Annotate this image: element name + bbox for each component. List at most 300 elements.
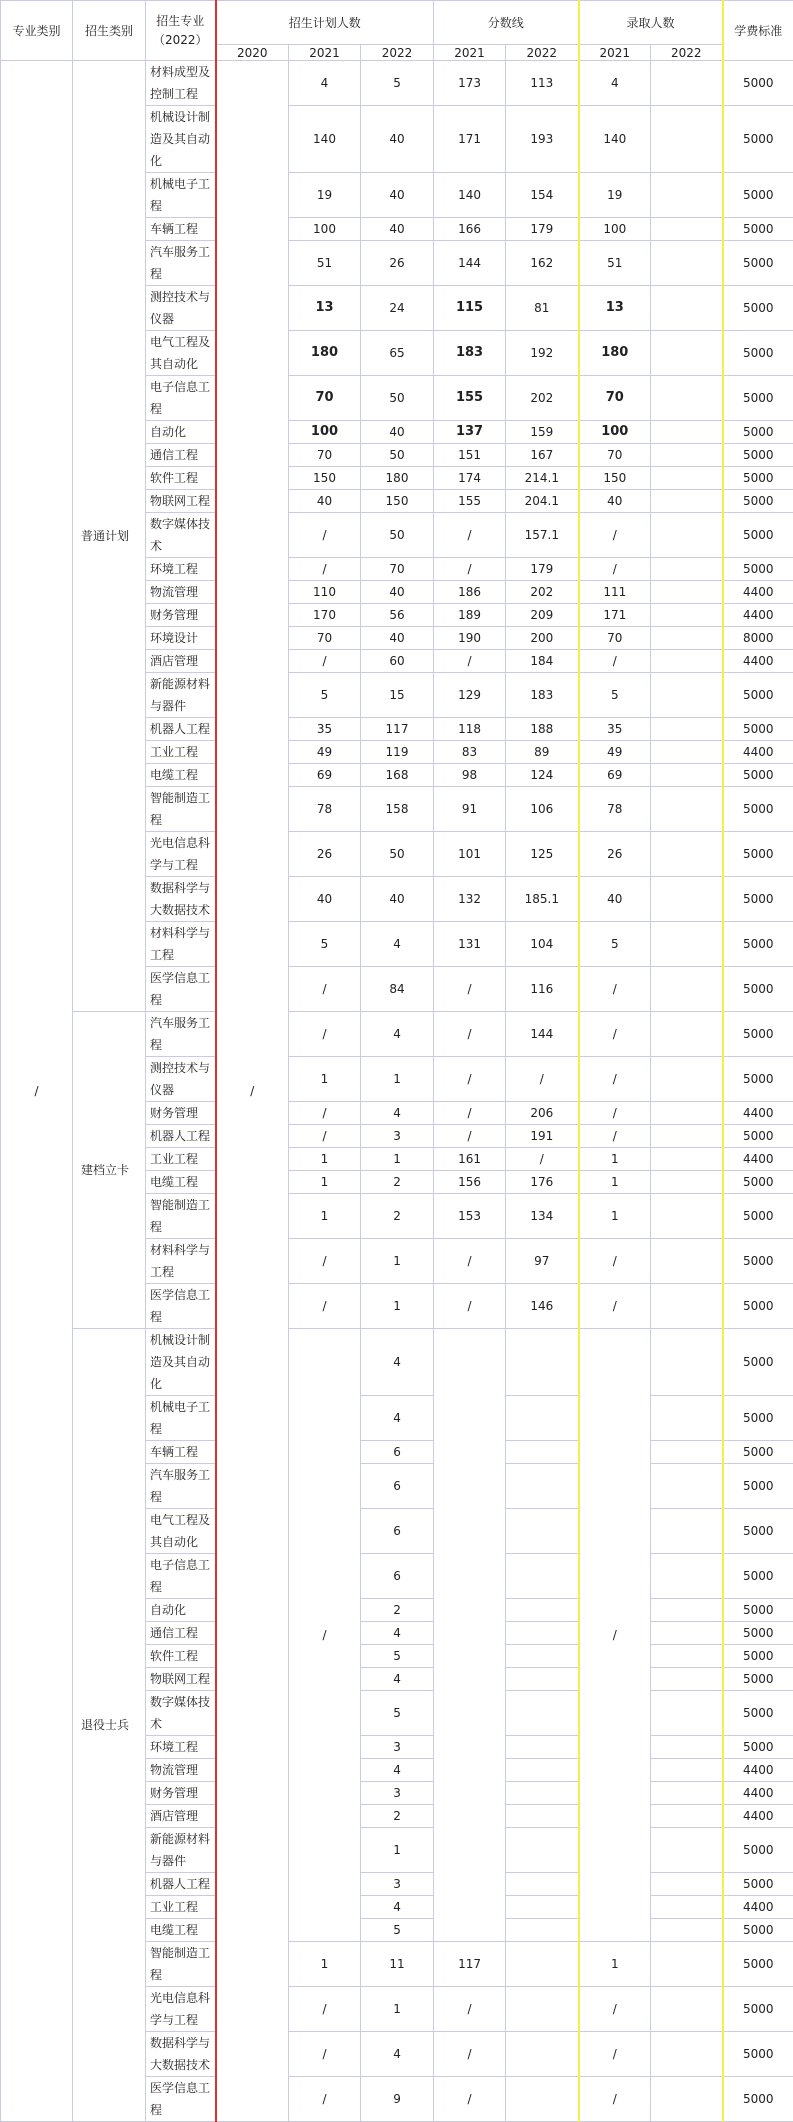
plan-2021-cell: 13 — [289, 286, 361, 331]
score-2021-cell: 117 — [434, 1942, 506, 1987]
fee-cell: 4400 — [723, 604, 793, 627]
plan-2022-cell: 60 — [361, 650, 434, 673]
admit-2022-cell — [651, 1987, 723, 2032]
admit-2021-cell: / — [579, 1987, 651, 2032]
fee-cell: 5000 — [723, 718, 793, 741]
score-2021-cell: 131 — [434, 922, 506, 967]
plan-2022-cell: 2 — [361, 1805, 434, 1828]
admit-2022-cell — [651, 1919, 723, 1942]
admit-2021-cell: / — [579, 650, 651, 673]
admit-2021-cell: / — [579, 2077, 651, 2122]
admit-2021-cell: / — [579, 1239, 651, 1284]
admit-2022-cell — [651, 787, 723, 832]
score-2021-cell: 183 — [434, 331, 506, 376]
fee-cell: 5000 — [723, 1509, 793, 1554]
score-2022-cell: 200 — [506, 627, 579, 650]
admit-2021-cell: 40 — [579, 877, 651, 922]
header-plan-2020: 2020 — [216, 45, 289, 61]
admit-2022-cell — [651, 1148, 723, 1171]
score-2021-cell: / — [434, 2077, 506, 2122]
admit-2021-cell: 150 — [579, 467, 651, 490]
fee-cell: 5000 — [723, 376, 793, 421]
major-cell: 环境设计 — [146, 627, 216, 650]
admit-2022-cell — [651, 1171, 723, 1194]
score-2021-cell: 101 — [434, 832, 506, 877]
major-cell: 医学信息工程 — [146, 967, 216, 1012]
admit-2022-cell — [651, 1805, 723, 1828]
fee-cell: 5000 — [723, 444, 793, 467]
admit-2022-cell — [651, 241, 723, 286]
major-cell: 新能源材料与器件 — [146, 673, 216, 718]
plan-2021-cell: / — [289, 2032, 361, 2077]
major-cell: 物流管理 — [146, 1759, 216, 1782]
admit-2021-cell: / — [579, 513, 651, 558]
admit-2022-cell — [651, 421, 723, 444]
fee-cell: 5000 — [723, 967, 793, 1012]
fee-cell: 5000 — [723, 1691, 793, 1736]
plan-2021-cell: / — [289, 1239, 361, 1284]
admit-2022-cell — [651, 1828, 723, 1873]
score-2022-cell — [506, 1441, 579, 1464]
fee-cell: 4400 — [723, 581, 793, 604]
plan-2022-cell: 158 — [361, 787, 434, 832]
admit-2022-cell — [651, 718, 723, 741]
score-2021-cell: 155 — [434, 490, 506, 513]
admit-2022-cell — [651, 1194, 723, 1239]
fee-cell: 4400 — [723, 1782, 793, 1805]
score-2022-cell: 176 — [506, 1171, 579, 1194]
fee-cell: 5000 — [723, 1396, 793, 1441]
score-2021-cell: / — [434, 558, 506, 581]
plan-2021-merged-cell: / — [289, 1329, 361, 1942]
plan-2022-cell: 65 — [361, 331, 434, 376]
major-cell: 医学信息工程 — [146, 2077, 216, 2122]
admit-2022-cell — [651, 1622, 723, 1645]
score-2021-cell: 166 — [434, 218, 506, 241]
plan-2021-cell: 70 — [289, 444, 361, 467]
score-2022-cell — [506, 1645, 579, 1668]
plan-2021-cell: 110 — [289, 581, 361, 604]
admit-2022-cell — [651, 444, 723, 467]
score-2022-cell: 179 — [506, 558, 579, 581]
plan-2022-cell: 3 — [361, 1125, 434, 1148]
admit-2022-cell — [651, 173, 723, 218]
plan-2022-cell: 50 — [361, 832, 434, 877]
major-cell: 自动化 — [146, 1599, 216, 1622]
admit-2022-cell — [651, 1464, 723, 1509]
major-cell: 数据科学与大数据技术 — [146, 2032, 216, 2077]
admit-2021-cell: 180 — [579, 331, 651, 376]
major-cell: 医学信息工程 — [146, 1284, 216, 1329]
major-cell: 机器人工程 — [146, 1873, 216, 1896]
score-2022-cell: 106 — [506, 787, 579, 832]
score-2021-cell: / — [434, 513, 506, 558]
major-cell: 机械设计制造及其自动化 — [146, 106, 216, 173]
fee-cell: 5000 — [723, 1668, 793, 1691]
fee-cell: 5000 — [723, 106, 793, 173]
plan-2021-cell: 150 — [289, 467, 361, 490]
admit-2022-cell — [651, 2077, 723, 2122]
fee-cell: 5000 — [723, 1599, 793, 1622]
plan-2021-cell: 5 — [289, 922, 361, 967]
admit-2022-cell — [651, 673, 723, 718]
score-2022-cell — [506, 1396, 579, 1441]
plan-2021-cell: 4 — [289, 61, 361, 106]
score-2021-cell: 186 — [434, 581, 506, 604]
plan-2022-cell: 168 — [361, 764, 434, 787]
fee-cell: 5000 — [723, 513, 793, 558]
admit-2022-cell — [651, 1691, 723, 1736]
plan-2022-cell: 4 — [361, 1759, 434, 1782]
plan-2021-cell: 100 — [289, 421, 361, 444]
score-2022-cell — [506, 1873, 579, 1896]
major-cell: 通信工程 — [146, 1622, 216, 1645]
score-2021-cell: / — [434, 967, 506, 1012]
major-cell: 机械电子工程 — [146, 1396, 216, 1441]
fee-cell: 5000 — [723, 787, 793, 832]
major-cell: 机械设计制造及其自动化 — [146, 1329, 216, 1396]
major-cell: 电子信息工程 — [146, 376, 216, 421]
header-plan-2022: 2022 — [361, 45, 434, 61]
major-cell: 测控技术与仪器 — [146, 286, 216, 331]
fee-cell: 5000 — [723, 1919, 793, 1942]
plan-2021-cell: 1 — [289, 1148, 361, 1171]
major-cell: 电缆工程 — [146, 764, 216, 787]
score-2022-cell: 146 — [506, 1284, 579, 1329]
plan-2022-cell: 1 — [361, 1148, 434, 1171]
plan-2022-cell: 26 — [361, 241, 434, 286]
admit-2022-cell — [651, 1759, 723, 1782]
score-2022-cell — [506, 1554, 579, 1599]
fee-cell: 5000 — [723, 61, 793, 106]
plan-2022-cell: 5 — [361, 1645, 434, 1668]
major-cell: 智能制造工程 — [146, 787, 216, 832]
admit-2021-cell: / — [579, 1102, 651, 1125]
plan-2022-cell: 5 — [361, 1691, 434, 1736]
score-2022-cell: 193 — [506, 106, 579, 173]
admit-2022-cell — [651, 764, 723, 787]
plan-2021-cell: 49 — [289, 741, 361, 764]
plan-2021-cell: 170 — [289, 604, 361, 627]
score-2022-cell — [506, 2077, 579, 2122]
score-2021-cell: / — [434, 1239, 506, 1284]
header-admit: 录取人数 — [579, 1, 723, 45]
admit-2022-cell — [651, 1102, 723, 1125]
fee-cell: 5000 — [723, 2077, 793, 2122]
plan-2022-cell: 4 — [361, 1396, 434, 1441]
score-2022-cell: 97 — [506, 1239, 579, 1284]
plan-2022-cell: 50 — [361, 444, 434, 467]
plan-2021-cell: / — [289, 2077, 361, 2122]
major-cell: 车辆工程 — [146, 1441, 216, 1464]
fee-cell: 4400 — [723, 1102, 793, 1125]
fee-cell: 5000 — [723, 490, 793, 513]
plan-2021-cell: / — [289, 1102, 361, 1125]
admit-2021-cell: 1 — [579, 1194, 651, 1239]
table-row — [1, 1012, 793, 1057]
plan-2021-cell: 180 — [289, 331, 361, 376]
major-cell: 物联网工程 — [146, 1668, 216, 1691]
admit-2021-cell: 69 — [579, 764, 651, 787]
score-2022-cell — [506, 1599, 579, 1622]
plan-2022-cell: 4 — [361, 922, 434, 967]
major-cell: 电气工程及其自动化 — [146, 1509, 216, 1554]
plan-2022-cell: 56 — [361, 604, 434, 627]
score-2022-cell: 81 — [506, 286, 579, 331]
enroll-type-cell: 普通计划 — [73, 61, 146, 1012]
admit-2022-cell — [651, 1057, 723, 1102]
plan-2021-cell: 1 — [289, 1194, 361, 1239]
admit-2022-cell — [651, 513, 723, 558]
major-cell: 电子信息工程 — [146, 1554, 216, 1599]
plan-2021-cell: / — [289, 513, 361, 558]
plan-2022-cell: 40 — [361, 581, 434, 604]
score-2022-cell — [506, 1329, 579, 1396]
plan-2022-cell: 11 — [361, 1942, 434, 1987]
score-2022-cell: 184 — [506, 650, 579, 673]
score-2021-cell: 151 — [434, 444, 506, 467]
plan-2022-cell: 6 — [361, 1509, 434, 1554]
plan-2021-cell: 40 — [289, 877, 361, 922]
major-cell: 财务管理 — [146, 1102, 216, 1125]
table-row — [1, 61, 793, 106]
admit-2022-cell — [651, 1873, 723, 1896]
admit-2022-cell — [651, 1736, 723, 1759]
fee-cell: 5000 — [723, 331, 793, 376]
plan-2021-cell: / — [289, 1125, 361, 1148]
score-2021-cell: 153 — [434, 1194, 506, 1239]
admit-2021-cell: 5 — [579, 922, 651, 967]
admit-2021-cell: 70 — [579, 444, 651, 467]
fee-cell: 5000 — [723, 877, 793, 922]
admit-2021-cell: 70 — [579, 376, 651, 421]
major-cell: 机器人工程 — [146, 718, 216, 741]
score-2021-cell: 190 — [434, 627, 506, 650]
fee-cell: 5000 — [723, 1942, 793, 1987]
score-2021-cell: 173 — [434, 61, 506, 106]
major-cell: 光电信息科学与工程 — [146, 1987, 216, 2032]
admit-2022-cell — [651, 1125, 723, 1148]
header-major-type: 专业类别 — [1, 1, 73, 61]
score-2021-cell: 155 — [434, 376, 506, 421]
plan-2022-cell: 2 — [361, 1599, 434, 1622]
plan-2022-cell: 2 — [361, 1194, 434, 1239]
score-2022-cell: 113 — [506, 61, 579, 106]
plan-2022-cell: 50 — [361, 513, 434, 558]
score-2022-cell — [506, 1736, 579, 1759]
admit-2021-cell: / — [579, 2032, 651, 2077]
score-2022-cell: 183 — [506, 673, 579, 718]
fee-cell: 5000 — [723, 558, 793, 581]
admit-2022-cell — [651, 1599, 723, 1622]
plan-2021-cell: 100 — [289, 218, 361, 241]
admit-2021-cell: 4 — [579, 61, 651, 106]
score-2021-cell: 161 — [434, 1148, 506, 1171]
major-cell: 软件工程 — [146, 1645, 216, 1668]
header-score-2022: 2022 — [506, 45, 579, 61]
major-cell: 工业工程 — [146, 1148, 216, 1171]
fee-cell: 5000 — [723, 1441, 793, 1464]
admit-2021-cell: 171 — [579, 604, 651, 627]
fee-cell: 5000 — [723, 1284, 793, 1329]
fee-cell: 5000 — [723, 241, 793, 286]
admit-2022-cell — [651, 1896, 723, 1919]
plan-2022-cell: 1 — [361, 1057, 434, 1102]
major-cell: 工业工程 — [146, 741, 216, 764]
admit-2022-cell — [651, 922, 723, 967]
major-cell: 智能制造工程 — [146, 1194, 216, 1239]
fee-cell: 5000 — [723, 922, 793, 967]
score-2022-cell: 154 — [506, 173, 579, 218]
fee-cell: 5000 — [723, 1012, 793, 1057]
score-2021-cell: / — [434, 1987, 506, 2032]
fee-cell: 4400 — [723, 1759, 793, 1782]
admit-2022-cell — [651, 1441, 723, 1464]
score-2021-cell: 98 — [434, 764, 506, 787]
score-2022-cell — [506, 1759, 579, 1782]
admit-2021-cell: 19 — [579, 173, 651, 218]
admit-2022-cell — [651, 604, 723, 627]
major-type-cell: / — [1, 61, 73, 2122]
plan-2022-cell: 15 — [361, 673, 434, 718]
plan-2022-cell: 150 — [361, 490, 434, 513]
score-2022-cell: 125 — [506, 832, 579, 877]
score-2022-cell: 202 — [506, 376, 579, 421]
score-2022-cell: 188 — [506, 718, 579, 741]
admit-2022-cell — [651, 61, 723, 106]
major-cell: 汽车服务工程 — [146, 241, 216, 286]
fee-cell: 5000 — [723, 1645, 793, 1668]
plan-2022-cell: 2 — [361, 1171, 434, 1194]
score-2022-cell — [506, 1828, 579, 1873]
admit-2022-cell — [651, 558, 723, 581]
fee-cell: 5000 — [723, 1987, 793, 2032]
major-cell: 材料科学与工程 — [146, 1239, 216, 1284]
admit-2021-cell: 13 — [579, 286, 651, 331]
plan-2021-cell: 19 — [289, 173, 361, 218]
admit-2022-cell — [651, 1554, 723, 1599]
plan-2022-cell: 40 — [361, 106, 434, 173]
plan-2022-cell: 4 — [361, 1896, 434, 1919]
fee-cell: 5000 — [723, 832, 793, 877]
plan-2022-cell: 84 — [361, 967, 434, 1012]
major-cell: 机器人工程 — [146, 1125, 216, 1148]
score-2022-cell — [506, 1464, 579, 1509]
score-2022-cell: 116 — [506, 967, 579, 1012]
fee-cell: 5000 — [723, 421, 793, 444]
fee-cell: 4400 — [723, 1805, 793, 1828]
major-cell: 数字媒体技术 — [146, 513, 216, 558]
plan-2022-cell: 6 — [361, 1554, 434, 1599]
plan-2021-cell: / — [289, 1012, 361, 1057]
score-2021-cell: 140 — [434, 173, 506, 218]
major-cell: 酒店管理 — [146, 1805, 216, 1828]
admit-2022-cell — [651, 1239, 723, 1284]
fee-cell: 5000 — [723, 1828, 793, 1873]
plan-2021-cell: / — [289, 558, 361, 581]
header-fee: 学费标准 — [723, 1, 793, 61]
plan-2021-cell: 40 — [289, 490, 361, 513]
plan-2022-cell: 1 — [361, 1239, 434, 1284]
score-2022-cell — [506, 1987, 579, 2032]
plan-2022-cell: 40 — [361, 218, 434, 241]
major-cell: 电气工程及其自动化 — [146, 331, 216, 376]
plan-2022-cell: 1 — [361, 1987, 434, 2032]
admit-2022-cell — [651, 106, 723, 173]
score-2022-cell: 214.1 — [506, 467, 579, 490]
fee-cell: 5000 — [723, 1736, 793, 1759]
plan-2022-cell: 4 — [361, 1102, 434, 1125]
score-2022-cell — [506, 1509, 579, 1554]
admit-2021-cell: / — [579, 1125, 651, 1148]
score-2022-cell: 191 — [506, 1125, 579, 1148]
major-cell: 数据科学与大数据技术 — [146, 877, 216, 922]
admit-2022-cell — [651, 1396, 723, 1441]
admit-2021-cell: 51 — [579, 241, 651, 286]
fee-cell: 5000 — [723, 673, 793, 718]
fee-cell: 5000 — [723, 286, 793, 331]
major-cell: 机械电子工程 — [146, 173, 216, 218]
plan-2022-cell: 6 — [361, 1441, 434, 1464]
admit-2021-cell: 111 — [579, 581, 651, 604]
plan-2022-cell: 4 — [361, 1329, 434, 1396]
admit-2021-cell: / — [579, 967, 651, 1012]
fee-cell: 5000 — [723, 1171, 793, 1194]
major-cell: 光电信息科学与工程 — [146, 832, 216, 877]
fee-cell: 5000 — [723, 1329, 793, 1396]
score-2021-cell: 132 — [434, 877, 506, 922]
admit-2022-cell — [651, 1284, 723, 1329]
admit-2022-cell — [651, 376, 723, 421]
admit-2022-cell — [651, 877, 723, 922]
plan-2021-cell: 51 — [289, 241, 361, 286]
admit-2021-cell: 40 — [579, 490, 651, 513]
score-2022-cell — [506, 1805, 579, 1828]
major-cell: 新能源材料与器件 — [146, 1828, 216, 1873]
admit-2022-cell — [651, 490, 723, 513]
admit-2021-cell: / — [579, 558, 651, 581]
fee-cell: 5000 — [723, 467, 793, 490]
major-cell: 电缆工程 — [146, 1919, 216, 1942]
plan-2022-cell: 40 — [361, 421, 434, 444]
plan-2022-cell: 3 — [361, 1873, 434, 1896]
score-2021-cell: 174 — [434, 467, 506, 490]
plan-2022-cell: 4 — [361, 1668, 434, 1691]
major-cell: 环境工程 — [146, 1736, 216, 1759]
header-plan: 招生计划人数 — [216, 1, 434, 45]
score-2022-cell — [506, 1691, 579, 1736]
plan-2022-cell: 3 — [361, 1736, 434, 1759]
admit-2022-cell — [651, 1942, 723, 1987]
score-2022-cell: 204.1 — [506, 490, 579, 513]
admit-2022-cell — [651, 741, 723, 764]
major-cell: 酒店管理 — [146, 650, 216, 673]
major-cell: 软件工程 — [146, 467, 216, 490]
plan-2021-cell: / — [289, 1987, 361, 2032]
admit-2021-cell: / — [579, 1057, 651, 1102]
major-cell: 环境工程 — [146, 558, 216, 581]
score-2022-cell: 162 — [506, 241, 579, 286]
score-2022-cell: 134 — [506, 1194, 579, 1239]
score-2021-cell: 115 — [434, 286, 506, 331]
score-2022-cell: 157.1 — [506, 513, 579, 558]
admit-2022-cell — [651, 331, 723, 376]
score-2022-cell: 167 — [506, 444, 579, 467]
admit-2022-cell — [651, 1645, 723, 1668]
plan-2022-cell: 70 — [361, 558, 434, 581]
admit-2022-cell — [651, 467, 723, 490]
major-cell: 车辆工程 — [146, 218, 216, 241]
